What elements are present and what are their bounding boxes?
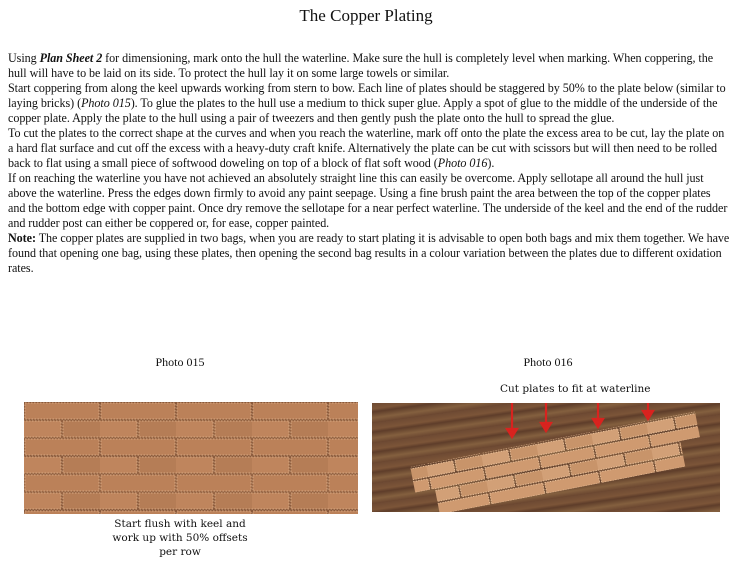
annotation-line: work up with 50% offsets [112, 532, 248, 544]
annotation-line: per row [159, 546, 201, 558]
photo-reference: Photo 016 [437, 156, 488, 170]
photo-015-caption: Photo 015 [155, 355, 205, 369]
photo-015-image [24, 402, 358, 514]
photo-016-caption: Photo 016 [523, 355, 573, 369]
page-title: The Copper Plating [299, 6, 433, 25]
paragraph-text: The copper plates are supplied in two bags, when you are ready to start plating it is advisable to open both bags and mix them together. We have found that opening one bag, using these plates, then opening the second bag results in a colour variation between the plates due to different oxidation rates. [8, 231, 730, 275]
paragraph-text: To cut the plates to the correct shape at the curves and when you reach the waterline, mark off onto the plate the excess area to be cut, lay the plate on a hard flat surface and cut off the excess with a heavy-duty craft knife. Alternatively the plate can be cut with scissors but will then need to be rolled back to flat using a small piece of softwood doweling on top of a block of flat soft wood ( [8, 126, 725, 170]
paragraph-text: Using [8, 51, 40, 65]
photo-015-annotation [100, 517, 260, 559]
paragraph-start-coppering [8, 81, 730, 126]
paragraph-text: ). [487, 156, 495, 170]
paragraph-note [8, 231, 730, 276]
paragraph-text: for dimensioning, mark onto the hull the waterline. Make sure the hull is completely level when marking. When coppering, the hull will have to be laid on its side. To protect the hull lay it on some large towels or similar. [8, 51, 714, 80]
note-label: Note: [8, 231, 36, 245]
paragraph-cutting [8, 126, 730, 171]
photo-016-annotation: Cut plates to fit at waterline [500, 383, 651, 395]
paragraph-waterline [8, 51, 730, 81]
copper-plates-brick-pattern [24, 402, 358, 514]
paragraph-text: ). To glue the plates to the hull use a medium to thick super glue. Apply a spot of glue to the middle of the underside of the copper plate. Apply the plate to the hull using a pair of tweezers and then gently push the plate onto the hull to spread the glue. [8, 96, 718, 125]
photo-016-image [372, 403, 720, 512]
photo-reference: Photo 015 [81, 96, 131, 110]
paragraph-sellotape: If on reaching the waterline you have not achieved an absolutely straight line this can easily be overcome. Apply sellotape all around the hull just above the waterline. Press the edges down firmly to avoid any paint seepage. Using a fine brush paint the area between the top of the copper plates and the bottom edge with copper paint. Once dry remove the sellotape for a near perfect waterline. The underside of the keel and the end of the rudder and rudder post can either be coppered or, for ease, copper painted. [8, 171, 728, 230]
paragraph-text: Start coppering from along the keel upwards working from stern to bow. Each line of plates should be staggered by 50% to the plate below (similar to laying bricks) ( [8, 81, 726, 110]
plan-sheet-reference: Plan Sheet 2 [39, 51, 103, 65]
cut-copper-plates [372, 403, 720, 512]
instructions-body [8, 51, 730, 276]
annotation-line: Start flush with keel and [114, 518, 246, 530]
